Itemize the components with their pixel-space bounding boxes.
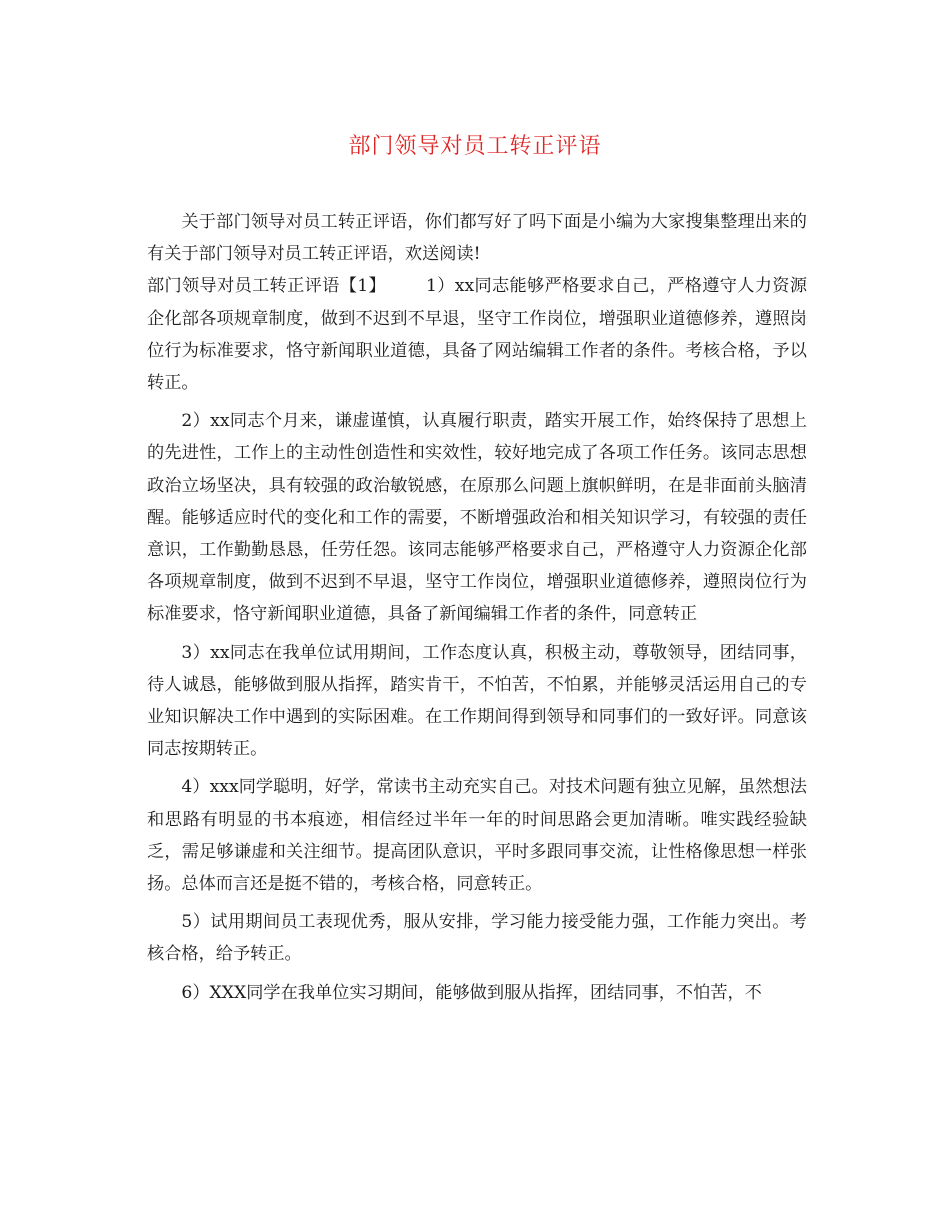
section-heading: 部门领导对员工转正评语【1】 (147, 276, 386, 297)
item-6-paragraph: 6）XXX同学在我单位实习期间，能够做到服从指挥，团结同事，不怕苦，不 (181, 982, 762, 1003)
item-5-paragraph: 5）试用期间员工表现优秀，服从安排，学习能力接受能力强，工作能力突出。考核合格，给予转正。 (147, 912, 807, 965)
item-2-paragraph: 2）xx同志个月来，谦虚谨慎，认真履行职责，踏实开展工作，始终保持了思想上的先进性，工作上的主动性创造性和实效性，较好地完成了各项工作任务。该同志思想政治立场坚决，具有较强的政治敏锐感，在原那么问题上旗帜鲜明，在是非面前头脑清醒。能够适应时代的变化和工作的需要，不断增强政治和相关知识学习，有较强的责任意识，工作勤勤恳恳，任劳任怨。该同志能够严格要求自己，严格遵守人力资源企化部各项规章制度，做到不迟到不早退，坚守工作岗位，增强职业道德修养，遵照岗位行为标准要求，恪守新闻职业道德，具备了新闻编辑工作者的条件，同意转正 (147, 411, 807, 625)
item-4-paragraph: 4）xxx同学聪明，好学，常读书主动充实自己。对技术问题有独立见解，虽然想法和思路有明显的书本痕迹，相信经过半年一年的时间思路会更加清晰。唯实践经验缺乏，需足够谦虚和关注细节。提高团队意识，平时多跟同事交流，让性格像思想一样张扬。总体而言还是挺不错的，考核合格，同意转正。 (147, 777, 807, 895)
intro-paragraph: 关于部门领导对员工转正评语，你们都写好了吗下面是小编为大家搜集整理出来的有关于部门领导对员工转正评语，欢送阅读! (147, 212, 807, 265)
document-title: 部门领导对员工转正评语 (348, 134, 602, 159)
document-body (147, 206, 807, 1009)
item-1-text: 1）xx同志能够严格要求自己，严格遵守人力资源企化部各项规章制度，做到不迟到不早退，坚守工作岗位，增强职业道德修养，遵照岗位行为标准要求，恪守新闻职业道德，具备了网站编辑工作者的条件。考核合格，予以转正。 (147, 276, 808, 394)
section-1-paragraph (147, 270, 807, 399)
item-3-paragraph: 3）xx同志在我单位试用期间，工作态度认真，积极主动，尊敬领导，团结同事，待人诚恳，能够做到服从指挥，踏实肯干，不怕苦，不怕累，并能够灵活运用自己的专业知识解决工作中遇到的实际困难。在工作期间得到领导和同事们的一致好评。同意该同志按期转正。 (147, 642, 807, 760)
